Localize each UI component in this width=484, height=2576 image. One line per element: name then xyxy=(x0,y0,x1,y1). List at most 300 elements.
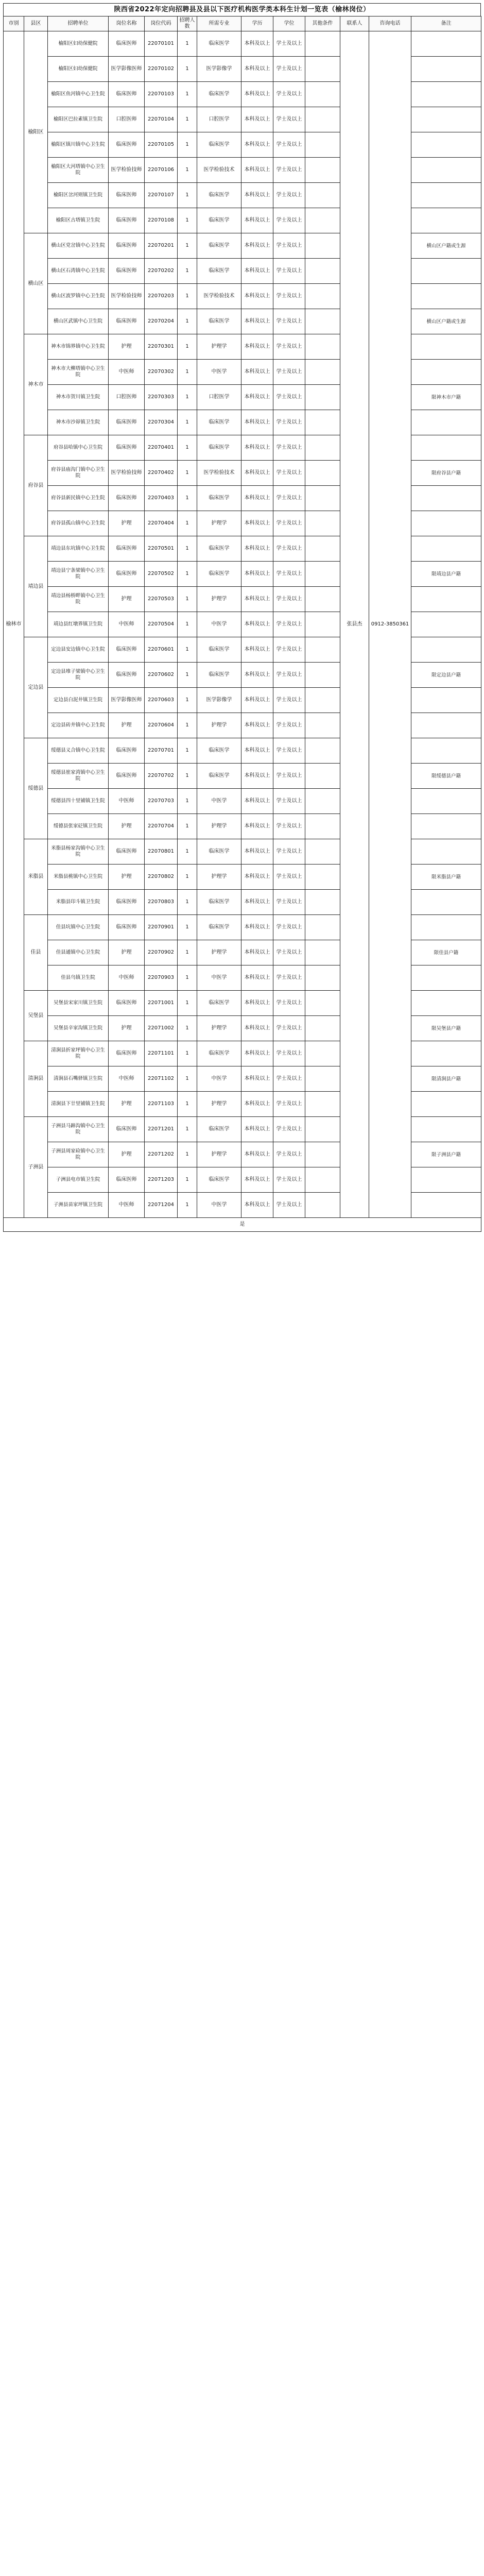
county-cell: 清涧县 xyxy=(24,1041,48,1117)
edu-cell: 本科及以上 xyxy=(241,82,273,107)
note-cell xyxy=(411,183,481,208)
other-cell xyxy=(305,233,340,259)
count-cell: 1 xyxy=(178,1167,197,1193)
count-cell: 1 xyxy=(178,1066,197,1092)
count-cell: 1 xyxy=(178,233,197,259)
major-cell: 护理学 xyxy=(197,587,241,612)
other-cell xyxy=(305,713,340,738)
post-cell: 临床医师 xyxy=(109,991,145,1016)
unit-cell: 府谷县庙沟门镇中心卫生院 xyxy=(48,461,109,486)
edu-cell: 本科及以上 xyxy=(241,410,273,435)
code-cell: 22070901 xyxy=(145,915,178,940)
code-cell: 22070201 xyxy=(145,233,178,259)
unit-cell: 定边县白泥井镇卫生院 xyxy=(48,688,109,713)
other-cell xyxy=(305,107,340,132)
post-cell: 中医师 xyxy=(109,965,145,991)
post-cell: 口腔医师 xyxy=(109,107,145,132)
code-cell: 22070703 xyxy=(145,789,178,814)
note-cell xyxy=(411,713,481,738)
post-cell: 临床医师 xyxy=(109,233,145,259)
major-cell: 护理学 xyxy=(197,865,241,890)
degree-cell: 学士及以上 xyxy=(273,890,305,915)
degree-cell: 学士及以上 xyxy=(273,1041,305,1066)
count-cell: 1 xyxy=(178,309,197,334)
note-cell: 横山区户籍或生源 xyxy=(411,309,481,334)
unit-cell: 定边县砖井镇中心卫生院 xyxy=(48,713,109,738)
city-cell: 榆林市 xyxy=(4,31,24,1218)
county-cell: 横山区 xyxy=(24,233,48,334)
post-cell: 临床医师 xyxy=(109,637,145,663)
edu-cell: 本科及以上 xyxy=(241,132,273,158)
count-cell: 1 xyxy=(178,385,197,410)
post-cell: 护理 xyxy=(109,814,145,839)
unit-cell: 府谷县新民镇中心卫生院 xyxy=(48,486,109,511)
edu-cell: 本科及以上 xyxy=(241,385,273,410)
other-cell xyxy=(305,764,340,789)
unit-cell: 清涧县折家坪镇中心卫生院 xyxy=(48,1041,109,1066)
other-cell xyxy=(305,334,340,360)
edu-cell: 本科及以上 xyxy=(241,461,273,486)
edu-cell: 本科及以上 xyxy=(241,890,273,915)
edu-cell: 本科及以上 xyxy=(241,965,273,991)
note-cell xyxy=(411,587,481,612)
major-cell: 口腔医学 xyxy=(197,107,241,132)
degree-cell: 学士及以上 xyxy=(273,764,305,789)
other-cell xyxy=(305,1092,340,1117)
unit-cell: 吴堡县辛家沟镇卫生院 xyxy=(48,1016,109,1041)
count-cell: 1 xyxy=(178,132,197,158)
edu-cell: 本科及以上 xyxy=(241,1016,273,1041)
code-cell: 22070102 xyxy=(145,57,178,82)
degree-cell: 学士及以上 xyxy=(273,612,305,637)
note-cell xyxy=(411,1193,481,1218)
post-cell: 临床医师 xyxy=(109,562,145,587)
post-cell: 护理 xyxy=(109,587,145,612)
other-cell xyxy=(305,865,340,890)
count-cell: 1 xyxy=(178,789,197,814)
edu-cell: 本科及以上 xyxy=(241,915,273,940)
note-cell: 限靖边县户籍 xyxy=(411,562,481,587)
degree-cell: 学士及以上 xyxy=(273,1167,305,1193)
code-cell: 22070801 xyxy=(145,839,178,865)
count-cell: 1 xyxy=(178,738,197,764)
degree-cell: 学士及以上 xyxy=(273,789,305,814)
post-cell: 中医师 xyxy=(109,1193,145,1218)
note-cell xyxy=(411,688,481,713)
post-cell: 临床医师 xyxy=(109,183,145,208)
post-cell: 中医师 xyxy=(109,1066,145,1092)
count-cell: 1 xyxy=(178,562,197,587)
page xyxy=(0,0,484,1244)
edu-cell: 本科及以上 xyxy=(241,158,273,183)
code-cell: 22071203 xyxy=(145,1167,178,1193)
edu-cell: 本科及以上 xyxy=(241,1117,273,1142)
code-cell: 22070203 xyxy=(145,284,178,309)
note-cell: 限定边县户籍 xyxy=(411,663,481,688)
unit-cell: 横山区武镇中心卫生院 xyxy=(48,309,109,334)
code-cell: 22070404 xyxy=(145,511,178,536)
post-cell: 医学检验技师 xyxy=(109,461,145,486)
edu-cell: 本科及以上 xyxy=(241,360,273,385)
major-cell: 临床医学 xyxy=(197,991,241,1016)
post-cell: 临床医师 xyxy=(109,890,145,915)
note-cell: 限子洲县户籍 xyxy=(411,1142,481,1167)
major-cell: 中医学 xyxy=(197,612,241,637)
code-cell: 22070403 xyxy=(145,486,178,511)
degree-cell: 学士及以上 xyxy=(273,461,305,486)
count-cell: 1 xyxy=(178,334,197,360)
count-cell: 1 xyxy=(178,183,197,208)
header-count: 招聘人数 xyxy=(178,16,197,31)
degree-cell: 学士及以上 xyxy=(273,410,305,435)
note-cell xyxy=(411,1092,481,1117)
post-cell: 临床医师 xyxy=(109,132,145,158)
post-cell: 临床医师 xyxy=(109,435,145,461)
edu-cell: 本科及以上 xyxy=(241,208,273,233)
note-cell xyxy=(411,107,481,132)
unit-cell: 靖边县宁条梁镇中心卫生院 xyxy=(48,562,109,587)
major-cell: 医学检验技术 xyxy=(197,284,241,309)
major-cell: 临床医学 xyxy=(197,233,241,259)
count-cell: 1 xyxy=(178,461,197,486)
contact-cell: 张县杰 xyxy=(340,31,369,1218)
code-cell: 22071101 xyxy=(145,1041,178,1066)
post-cell: 护理 xyxy=(109,865,145,890)
code-cell: 22070603 xyxy=(145,688,178,713)
note-cell xyxy=(411,284,481,309)
note-cell xyxy=(411,536,481,562)
note-cell xyxy=(411,31,481,57)
county-cell: 米脂县 xyxy=(24,839,48,915)
other-cell xyxy=(305,991,340,1016)
degree-cell: 学士及以上 xyxy=(273,132,305,158)
post-cell: 护理 xyxy=(109,511,145,536)
degree-cell: 学士及以上 xyxy=(273,31,305,57)
code-cell: 22070303 xyxy=(145,385,178,410)
unit-cell: 靖边县东坑镇中心卫生院 xyxy=(48,536,109,562)
count-cell: 1 xyxy=(178,637,197,663)
code-cell: 22070903 xyxy=(145,965,178,991)
unit-cell: 榆阳区镇川镇中心卫生院 xyxy=(48,132,109,158)
header-county: 县区 xyxy=(24,16,48,31)
unit-cell: 府谷县哈镇中心卫生院 xyxy=(48,435,109,461)
count-cell: 1 xyxy=(178,940,197,965)
major-cell: 临床医学 xyxy=(197,486,241,511)
major-cell: 医学影像学 xyxy=(197,57,241,82)
degree-cell: 学士及以上 xyxy=(273,1092,305,1117)
edu-cell: 本科及以上 xyxy=(241,713,273,738)
code-cell: 22070803 xyxy=(145,890,178,915)
code-cell: 22070902 xyxy=(145,940,178,965)
degree-cell: 学士及以上 xyxy=(273,940,305,965)
code-cell: 22070304 xyxy=(145,410,178,435)
note-cell xyxy=(411,839,481,865)
county-cell: 府谷县 xyxy=(24,435,48,536)
count-cell: 1 xyxy=(178,284,197,309)
note-cell xyxy=(411,360,481,385)
county-cell: 靖边县 xyxy=(24,536,48,637)
other-cell xyxy=(305,1193,340,1218)
edu-cell: 本科及以上 xyxy=(241,1167,273,1193)
major-cell: 临床医学 xyxy=(197,132,241,158)
degree-cell: 学士及以上 xyxy=(273,259,305,284)
count-cell: 1 xyxy=(178,360,197,385)
degree-cell: 学士及以上 xyxy=(273,1193,305,1218)
post-cell: 临床医师 xyxy=(109,208,145,233)
code-cell: 22070106 xyxy=(145,158,178,183)
note-cell xyxy=(411,334,481,360)
note-cell: 限绥德县户籍 xyxy=(411,764,481,789)
count-cell: 1 xyxy=(178,1142,197,1167)
header-major: 所需专业 xyxy=(197,16,241,31)
count-cell: 1 xyxy=(178,1092,197,1117)
unit-cell: 府谷县孤山镇中心卫生院 xyxy=(48,511,109,536)
post-cell: 临床医师 xyxy=(109,764,145,789)
unit-cell: 清涧县石嘴驿镇卫生院 xyxy=(48,1066,109,1092)
code-cell: 22070108 xyxy=(145,208,178,233)
unit-cell: 靖边县杨桥畔镇中心卫生院 xyxy=(48,587,109,612)
major-cell: 医学影像学 xyxy=(197,688,241,713)
note-cell xyxy=(411,915,481,940)
major-cell: 中医学 xyxy=(197,360,241,385)
count-cell: 1 xyxy=(178,1117,197,1142)
post-cell: 临床医师 xyxy=(109,31,145,57)
degree-cell: 学士及以上 xyxy=(273,562,305,587)
unit-cell: 榆阳区岔河则镇卫生院 xyxy=(48,183,109,208)
code-cell: 22070604 xyxy=(145,713,178,738)
count-cell: 1 xyxy=(178,1016,197,1041)
edu-cell: 本科及以上 xyxy=(241,233,273,259)
degree-cell: 学士及以上 xyxy=(273,1066,305,1092)
major-cell: 临床医学 xyxy=(197,637,241,663)
degree-cell: 学士及以上 xyxy=(273,587,305,612)
header-phone: 咨询电话 xyxy=(369,16,411,31)
post-cell: 中医师 xyxy=(109,360,145,385)
code-cell: 22071001 xyxy=(145,991,178,1016)
note-cell xyxy=(411,1041,481,1066)
other-cell xyxy=(305,309,340,334)
edu-cell: 本科及以上 xyxy=(241,107,273,132)
count-cell: 1 xyxy=(178,814,197,839)
count-cell: 1 xyxy=(178,486,197,511)
note-cell xyxy=(411,637,481,663)
degree-cell: 学士及以上 xyxy=(273,107,305,132)
major-cell: 临床医学 xyxy=(197,1041,241,1066)
header-edu: 学历 xyxy=(241,16,273,31)
unit-cell: 定边县安边镇中心卫生院 xyxy=(48,637,109,663)
unit-cell: 绥德县张家砭镇卫生院 xyxy=(48,814,109,839)
post-cell: 护理 xyxy=(109,1142,145,1167)
major-cell: 护理学 xyxy=(197,713,241,738)
table-row xyxy=(4,31,481,57)
code-cell: 22071202 xyxy=(145,1142,178,1167)
code-cell: 22070701 xyxy=(145,738,178,764)
header-post: 岗位名称 xyxy=(109,16,145,31)
note-cell xyxy=(411,890,481,915)
major-cell: 临床医学 xyxy=(197,764,241,789)
edu-cell: 本科及以上 xyxy=(241,486,273,511)
edu-cell: 本科及以上 xyxy=(241,764,273,789)
edu-cell: 本科及以上 xyxy=(241,334,273,360)
major-cell: 护理学 xyxy=(197,334,241,360)
other-cell xyxy=(305,587,340,612)
major-cell: 临床医学 xyxy=(197,1167,241,1193)
major-cell: 临床医学 xyxy=(197,915,241,940)
major-cell: 临床医学 xyxy=(197,890,241,915)
code-cell: 22070704 xyxy=(145,814,178,839)
other-cell xyxy=(305,1066,340,1092)
other-cell xyxy=(305,461,340,486)
count-cell: 1 xyxy=(178,865,197,890)
edu-cell: 本科及以上 xyxy=(241,511,273,536)
major-cell: 临床医学 xyxy=(197,839,241,865)
code-cell: 22071102 xyxy=(145,1066,178,1092)
unit-cell: 神木市沙峁镇卫生院 xyxy=(48,410,109,435)
edu-cell: 本科及以上 xyxy=(241,637,273,663)
unit-cell: 子洲县苗家坪镇卫生院 xyxy=(48,1193,109,1218)
code-cell: 22071103 xyxy=(145,1092,178,1117)
edu-cell: 本科及以上 xyxy=(241,789,273,814)
center-note: 是 xyxy=(4,1218,481,1232)
count-cell: 1 xyxy=(178,31,197,57)
edu-cell: 本科及以上 xyxy=(241,1092,273,1117)
header-city: 市别 xyxy=(4,16,24,31)
degree-cell: 学士及以上 xyxy=(273,334,305,360)
note-cell xyxy=(411,991,481,1016)
code-cell: 22070202 xyxy=(145,259,178,284)
post-cell: 护理 xyxy=(109,1092,145,1117)
degree-cell: 学士及以上 xyxy=(273,360,305,385)
unit-cell: 靖边县红墩界镇卫生院 xyxy=(48,612,109,637)
post-cell: 医学影像医师 xyxy=(109,57,145,82)
major-cell: 护理学 xyxy=(197,1142,241,1167)
code-cell: 22070105 xyxy=(145,132,178,158)
post-cell: 医学检验技师 xyxy=(109,284,145,309)
unit-cell: 绥德县四十里铺镇卫生院 xyxy=(48,789,109,814)
other-cell xyxy=(305,385,340,410)
edu-cell: 本科及以上 xyxy=(241,183,273,208)
edu-cell: 本科及以上 xyxy=(241,1041,273,1066)
major-cell: 中医学 xyxy=(197,789,241,814)
count-cell: 1 xyxy=(178,713,197,738)
degree-cell: 学士及以上 xyxy=(273,1016,305,1041)
count-cell: 1 xyxy=(178,890,197,915)
phone-cell: 0912-3850361 xyxy=(369,31,411,1218)
degree-cell: 学士及以上 xyxy=(273,208,305,233)
count-cell: 1 xyxy=(178,764,197,789)
degree-cell: 学士及以上 xyxy=(273,713,305,738)
degree-cell: 学士及以上 xyxy=(273,57,305,82)
unit-cell: 吴堡县宋家川镇卫生院 xyxy=(48,991,109,1016)
post-cell: 临床医师 xyxy=(109,839,145,865)
header-note: 备注 xyxy=(411,16,481,31)
code-cell: 22070802 xyxy=(145,865,178,890)
count-cell: 1 xyxy=(178,839,197,865)
unit-cell: 佳县乌镇卫生院 xyxy=(48,965,109,991)
edu-cell: 本科及以上 xyxy=(241,688,273,713)
count-cell: 1 xyxy=(178,915,197,940)
unit-cell: 榆阳区鱼河镇中心卫生院 xyxy=(48,82,109,107)
code-cell: 22071002 xyxy=(145,1016,178,1041)
other-cell xyxy=(305,486,340,511)
other-cell xyxy=(305,612,340,637)
other-cell xyxy=(305,183,340,208)
code-cell: 22070503 xyxy=(145,587,178,612)
note-cell xyxy=(411,410,481,435)
post-cell: 临床医师 xyxy=(109,1041,145,1066)
code-cell: 22070301 xyxy=(145,334,178,360)
recruitment-table xyxy=(3,16,481,1232)
unit-cell: 米脂县印斗镇卫生院 xyxy=(48,890,109,915)
note-cell xyxy=(411,486,481,511)
header-unit: 招聘单位 xyxy=(48,16,109,31)
other-cell xyxy=(305,1167,340,1193)
edu-cell: 本科及以上 xyxy=(241,259,273,284)
major-cell: 临床医学 xyxy=(197,183,241,208)
header-code: 岗位代码 xyxy=(145,16,178,31)
other-cell xyxy=(305,57,340,82)
major-cell: 医学检验技术 xyxy=(197,158,241,183)
code-cell: 22070107 xyxy=(145,183,178,208)
degree-cell: 学士及以上 xyxy=(273,158,305,183)
code-cell: 22070502 xyxy=(145,562,178,587)
note-cell: 限府谷县户籍 xyxy=(411,461,481,486)
edu-cell: 本科及以上 xyxy=(241,865,273,890)
edu-cell: 本科及以上 xyxy=(241,663,273,688)
count-cell: 1 xyxy=(178,688,197,713)
edu-cell: 本科及以上 xyxy=(241,536,273,562)
county-cell: 吴堡县 xyxy=(24,991,48,1041)
code-cell: 22071204 xyxy=(145,1193,178,1218)
code-cell: 22070101 xyxy=(145,31,178,57)
code-cell: 22070302 xyxy=(145,360,178,385)
edu-cell: 本科及以上 xyxy=(241,1142,273,1167)
code-cell: 22070204 xyxy=(145,309,178,334)
other-cell xyxy=(305,511,340,536)
code-cell: 22070601 xyxy=(145,637,178,663)
unit-cell: 米脂县桃镇中心卫生院 xyxy=(48,865,109,890)
degree-cell: 学士及以上 xyxy=(273,1142,305,1167)
code-cell: 22070401 xyxy=(145,435,178,461)
unit-cell: 横山区石湾镇中心卫生院 xyxy=(48,259,109,284)
degree-cell: 学士及以上 xyxy=(273,637,305,663)
header-degree: 学位 xyxy=(273,16,305,31)
edu-cell: 本科及以上 xyxy=(241,940,273,965)
unit-cell: 佳县坑镇中心卫生院 xyxy=(48,915,109,940)
note-cell xyxy=(411,208,481,233)
post-cell: 临床医师 xyxy=(109,259,145,284)
degree-cell: 学士及以上 xyxy=(273,385,305,410)
note-cell: 限米脂县户籍 xyxy=(411,865,481,890)
unit-cell: 绥德县崔家湾镇中心卫生院 xyxy=(48,764,109,789)
other-cell xyxy=(305,31,340,57)
post-cell: 临床医师 xyxy=(109,536,145,562)
unit-cell: 横山区波罗镇中心卫生院 xyxy=(48,284,109,309)
other-cell xyxy=(305,915,340,940)
note-cell xyxy=(411,1167,481,1193)
other-cell xyxy=(305,940,340,965)
post-cell: 护理 xyxy=(109,1016,145,1041)
note-cell xyxy=(411,57,481,82)
unit-cell: 佳县通镇中心卫生院 xyxy=(48,940,109,965)
unit-cell: 绥德县义合镇中心卫生院 xyxy=(48,738,109,764)
note-cell: 限吴堡县户籍 xyxy=(411,1016,481,1041)
unit-cell: 神木市大柳塔镇中心卫生院 xyxy=(48,360,109,385)
post-cell: 护理 xyxy=(109,334,145,360)
major-cell: 临床医学 xyxy=(197,1117,241,1142)
degree-cell: 学士及以上 xyxy=(273,991,305,1016)
other-cell xyxy=(305,82,340,107)
